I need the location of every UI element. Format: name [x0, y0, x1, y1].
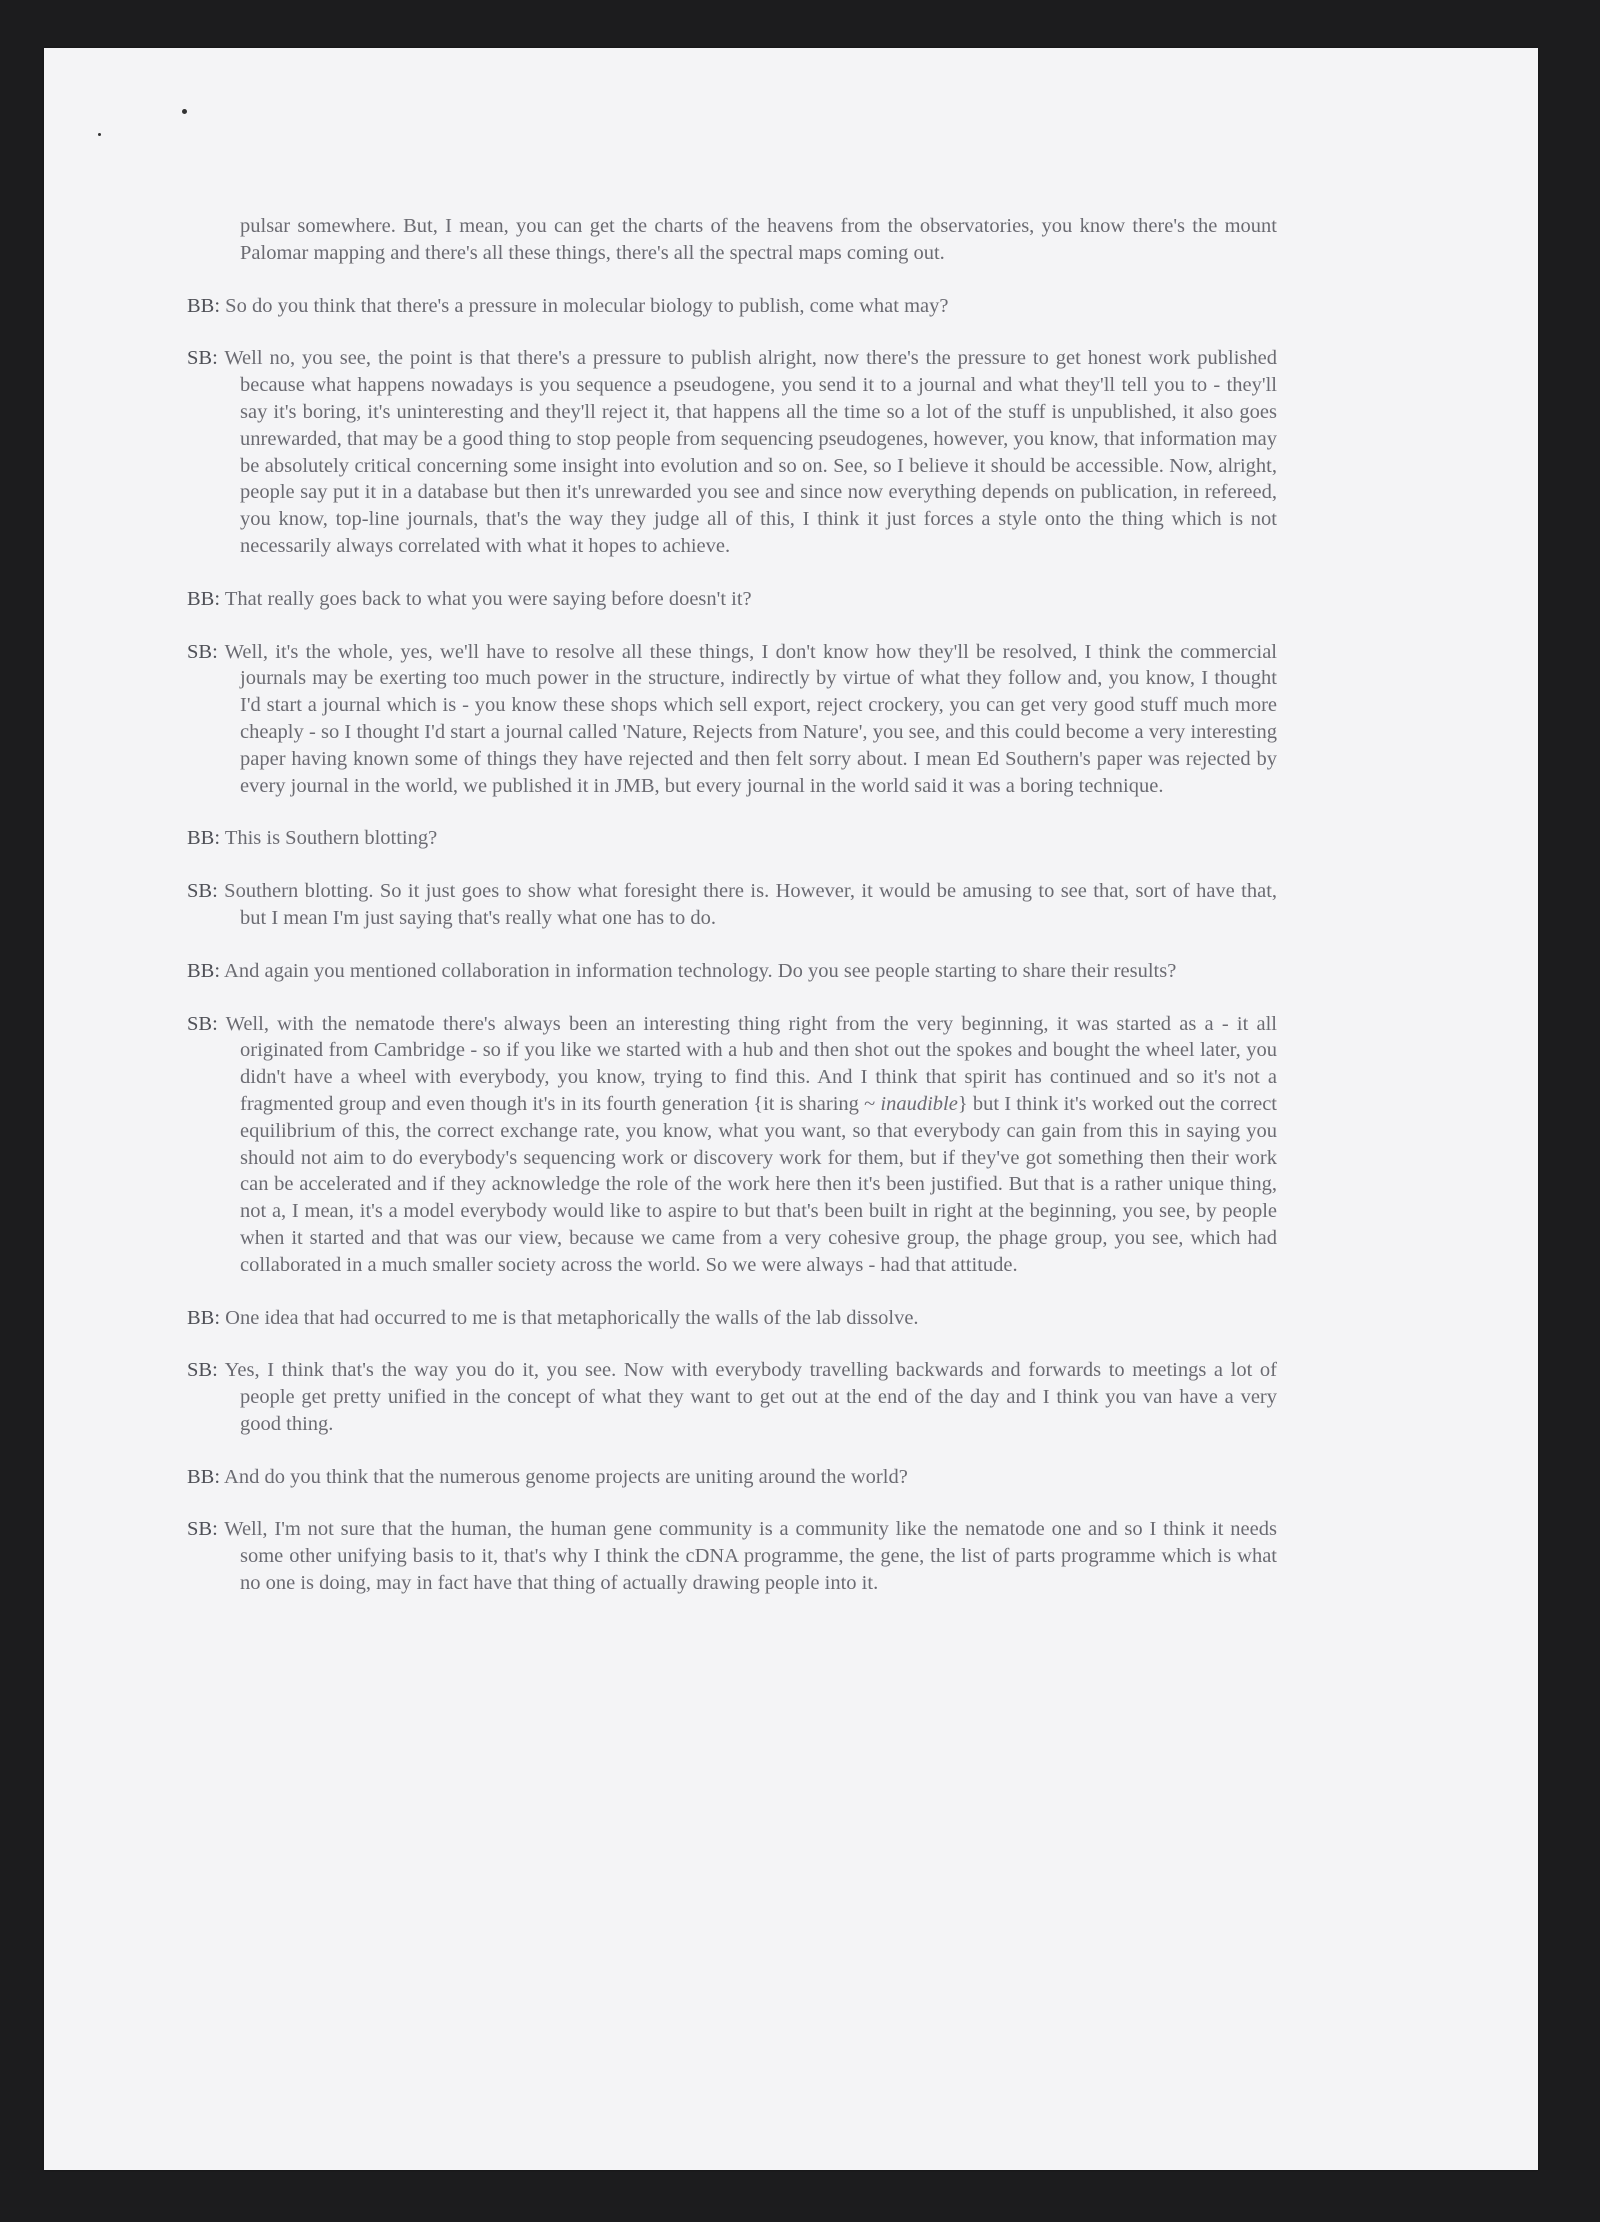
entry-text: Well, it's the whole, yes, we'll have to resolve all these things, I don't know how they'll be resolved, I think the commercial journals may be exerting too much power in the structure, indirectly by virtue of what they follow and, you know, I thought I'd start a journal which is - you know these shops which sell export, reject crockery, you can get very good stuff much more cheaply - so I thought I'd start a journal called 'Nature, Rejects from Nature', you see, and this could become a very interesting paper having known some of things they have rejected and then felt sorry about. I mean Ed Southern's paper was rejected by every journal in the world, we published it in JMB, but every journal in the world said it was a boring technique. — [224, 640, 1277, 797]
speaker-label: BB: — [187, 959, 221, 982]
speaker-label: SB: — [187, 1518, 218, 1541]
speaker-label: SB: — [187, 1359, 218, 1382]
speaker-label: BB: — [187, 827, 221, 850]
entry-text: This is Southern blotting? — [224, 827, 438, 850]
speaker-label: BB: — [187, 294, 221, 317]
speaker-label: SB: — [187, 347, 218, 370]
transcript-entry — [187, 1516, 1277, 1596]
entry-text: And again you mentioned collaboration in information technology. Do you see people starting to share their results? — [224, 959, 1177, 982]
speck-mark — [182, 109, 187, 114]
transcript-entry — [187, 1305, 1277, 1332]
entry-text: That really goes back to what you were saying before doesn't it? — [224, 587, 752, 610]
entry-text: So do you think that there's a pressure in molecular biology to publish, come what may? — [225, 294, 949, 317]
transcript-entry — [187, 825, 1277, 852]
speck-mark — [98, 133, 101, 136]
entry-text: Southern blotting. So it just goes to show what foresight there is. However, it would be amusing to see that, sort of have that, but I mean I'm just saying that's really what one has to do. — [224, 880, 1278, 929]
transcript-entry — [187, 586, 1277, 613]
transcript-entry — [187, 1011, 1277, 1279]
speaker-label: SB: — [187, 880, 218, 903]
speaker-label: BB: — [187, 1465, 221, 1488]
transcript-entry — [187, 639, 1277, 800]
speaker-label: BB: — [187, 587, 221, 610]
entry-text: And do you think that the numerous genome projects are uniting around the world? — [224, 1465, 908, 1488]
transcript-entry — [187, 345, 1277, 559]
entry-text-before: Well, with the nematode there's always been an interesting thing right from the very beginning, it was started as a - it all originated from Cambridge - so if you like we started with a hub and then shot out the spokes and bought the wheel later, you didn't have a wheel with everybody, you know, trying to find this. And I think that spirit has continued and so it's not a fragmented group and even though it's in its fourth generation {it is sharing ~ — [225, 1012, 1277, 1115]
transcript-entry — [187, 958, 1277, 985]
speaker-label: SB: — [187, 1012, 218, 1035]
entry-text-after: } but I think it's worked out the correct equilibrium of this, the correct exchange rate, you know, what you want, so that everybody can gain from this in saying you should not aim to do everybody's sequencing work or discovery work for them, but if they've got something then their work can be accelerated and if they acknowledge the role of the work here then it's been justified. But that is a rather unique thing, not a, I mean, it's a model everybody would like to aspire to but that's been built in right at the beginning, you see, by people when it started and that was our view, because we came from a very cohesive group, the phage group, you see, which had collaborated in a much smaller society across the world. So we were always - had that attitude. — [240, 1092, 1277, 1276]
transcript-entry — [187, 1464, 1277, 1491]
speaker-label: BB: — [187, 1306, 221, 1329]
speaker-label: SB: — [187, 640, 218, 663]
continuation-paragraph: pulsar somewhere. But, I mean, you can get the charts of the heavens from the observatories, you know there's the mount Palomar mapping and there's all these things, there's all the spectral maps coming out. — [240, 215, 1277, 264]
transcript-entry — [187, 1357, 1277, 1437]
entry-text: Well no, you see, the point is that there's a pressure to publish alright, now there's the pressure to get honest work published because what happens nowadays is you sequence a pseudogene, you send it to a journal and what they'll tell you to - they'll say it's boring, it's uninteresting and they'll reject it, that happens all the time so a lot of the stuff is unpublished, it also goes unrewarded, that may be a good thing to stop people from sequencing pseudogenes, however, you know, that information may be absolutely critical concerning some insight into evolution and so on. See, so I believe it should be accessible. Now, alright, people say put it in a database but then it's unrewarded you see and since now everything depends on publication, in refereed, you know, top-line journals, that's the way they judge all of this, I think it just forces a style onto the thing which is not necessarily always correlated with what it hopes to achieve. — [224, 347, 1277, 557]
transcript-entry — [187, 878, 1277, 932]
transcript-body — [187, 213, 1277, 1623]
entry-text: One idea that had occurred to me is that metaphorically the walls of the lab dissolve. — [225, 1306, 919, 1329]
inaudible-note: inaudible — [880, 1092, 958, 1115]
transcript-entry — [187, 293, 1277, 320]
entry-text: Well, I'm not sure that the human, the human gene community is a community like the nematode one and so I think it needs some other unifying basis to it, that's why I think the cDNA programme, the gene, the list of parts programme which is what no one is doing, may in fact have that thing of actually drawing people into it. — [224, 1518, 1277, 1595]
entry-text: Yes, I think that's the way you do it, you see. Now with everybody travelling backwards and forwards to meetings a lot of people get pretty unified in the concept of what they want to get out at the end of the day and I think you van have a very good thing. — [224, 1359, 1277, 1435]
